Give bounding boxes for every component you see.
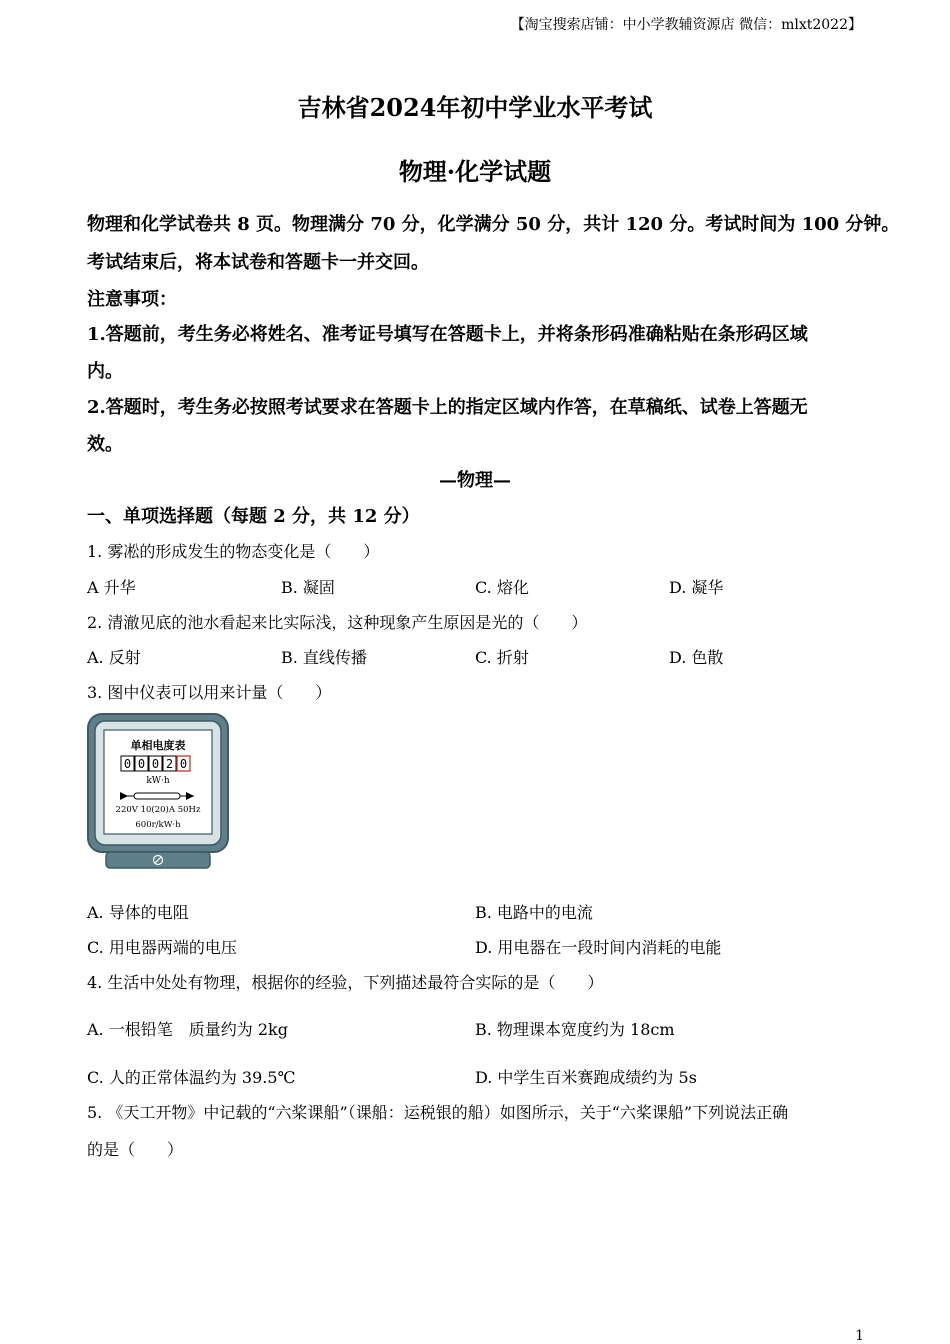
exam-subtitle: 物理·化学试题	[398, 157, 552, 186]
electricity-meter-figure	[86, 712, 230, 870]
q4-option-d: D. 中学生百米赛跑成绩约为 5s	[475, 1068, 697, 1087]
meter-unit: kW·h	[146, 776, 170, 786]
q3-option-d: D. 用电器在一段时间内消耗的电能	[475, 938, 722, 957]
notice-2a: 2.答题时，考生务必按照考试要求在答题卡上的指定区域内作答，在草稿纸、试卷上答题无	[87, 397, 808, 418]
question-2: 2. 清澈见底的池水看起来比实际浅，这种现象产生原因是光的（ ）	[87, 613, 588, 632]
q3-option-c: C. 用电器两端的电压	[87, 938, 237, 957]
question-5-cont: 的是（ ）	[87, 1140, 184, 1159]
q2-option-d: D. 色散	[669, 648, 724, 667]
question-4: 4. 生活中处处有物理，根据你的经验，下列描述最符合实际的是（ ）	[87, 973, 604, 992]
intro-line-1: 物理和化学试卷共 8 页。物理满分 70 分，化学满分 50 分，共计 120 分。考试时间为 100 分钟。	[87, 214, 900, 235]
notice-1a: 1.答题前，考生务必将姓名、准考证号填写在答题卡上，并将条形码准确粘贴在条形码区域	[87, 324, 808, 345]
meter-spec-1: 220V 10(20)A 50Hz	[115, 805, 201, 815]
meter-digits	[121, 756, 190, 771]
meter-digit-3: 0	[151, 757, 160, 771]
part1-heading: 一、单项选择题（每题 2 分，共 12 分）	[87, 506, 420, 527]
meter-digit-2: 0	[137, 757, 146, 771]
meter-digit-4: 2	[165, 757, 174, 771]
shop-note: 【淘宝搜索店铺：中小学教辅资源店 微信：mlxt2022】	[510, 17, 862, 33]
q4-option-c: C. 人的正常体温约为 39.5℃	[87, 1068, 296, 1087]
q4-option-b: B. 物理课本宽度约为 18cm	[475, 1020, 675, 1039]
q4-option-a: A. 一根铅笔 质量约为 2kg	[87, 1020, 288, 1039]
q2-option-c: C. 折射	[475, 648, 529, 667]
intro-line-2: 考试结束后，将本试卷和答题卡一并交回。	[87, 252, 429, 273]
q1-option-b: B. 凝固	[281, 578, 335, 597]
question-3: 3. 图中仪表可以用来计量（ ）	[87, 683, 332, 702]
meter-title: 单相电度表	[130, 739, 186, 752]
subject-heading: —物理—	[439, 470, 511, 491]
q2-option-a: A. 反射	[87, 648, 141, 667]
meter-digit-5: 0	[179, 757, 188, 771]
notice-1b: 内。	[87, 361, 123, 382]
q1-option-a: A 升华	[87, 578, 136, 597]
notice-heading: 注意事项：	[87, 289, 177, 310]
q3-option-b: B. 电路中的电流	[475, 903, 593, 922]
question-5: 5. 《天工开物》中记载的“六桨课船”（课船：运税银的船）如图所示，关于“六桨课船”下列说法正确	[87, 1103, 789, 1122]
question-1: 1. 雾凇的形成发生的物态变化是（ ）	[87, 542, 380, 561]
meter-digit-1: 0	[123, 757, 132, 771]
notice-2b: 效。	[87, 434, 123, 455]
exam-title: 吉林省2024年初中学业水平考试	[297, 93, 653, 122]
page-number: 1	[855, 1328, 864, 1344]
q1-option-d: D. 凝华	[669, 578, 724, 597]
q3-option-a: A. 导体的电阻	[87, 903, 189, 922]
meter-spec-2: 600r/kW·h	[135, 820, 181, 830]
q1-option-c: C. 熔化	[475, 578, 529, 597]
q2-option-b: B. 直线传播	[281, 648, 367, 667]
